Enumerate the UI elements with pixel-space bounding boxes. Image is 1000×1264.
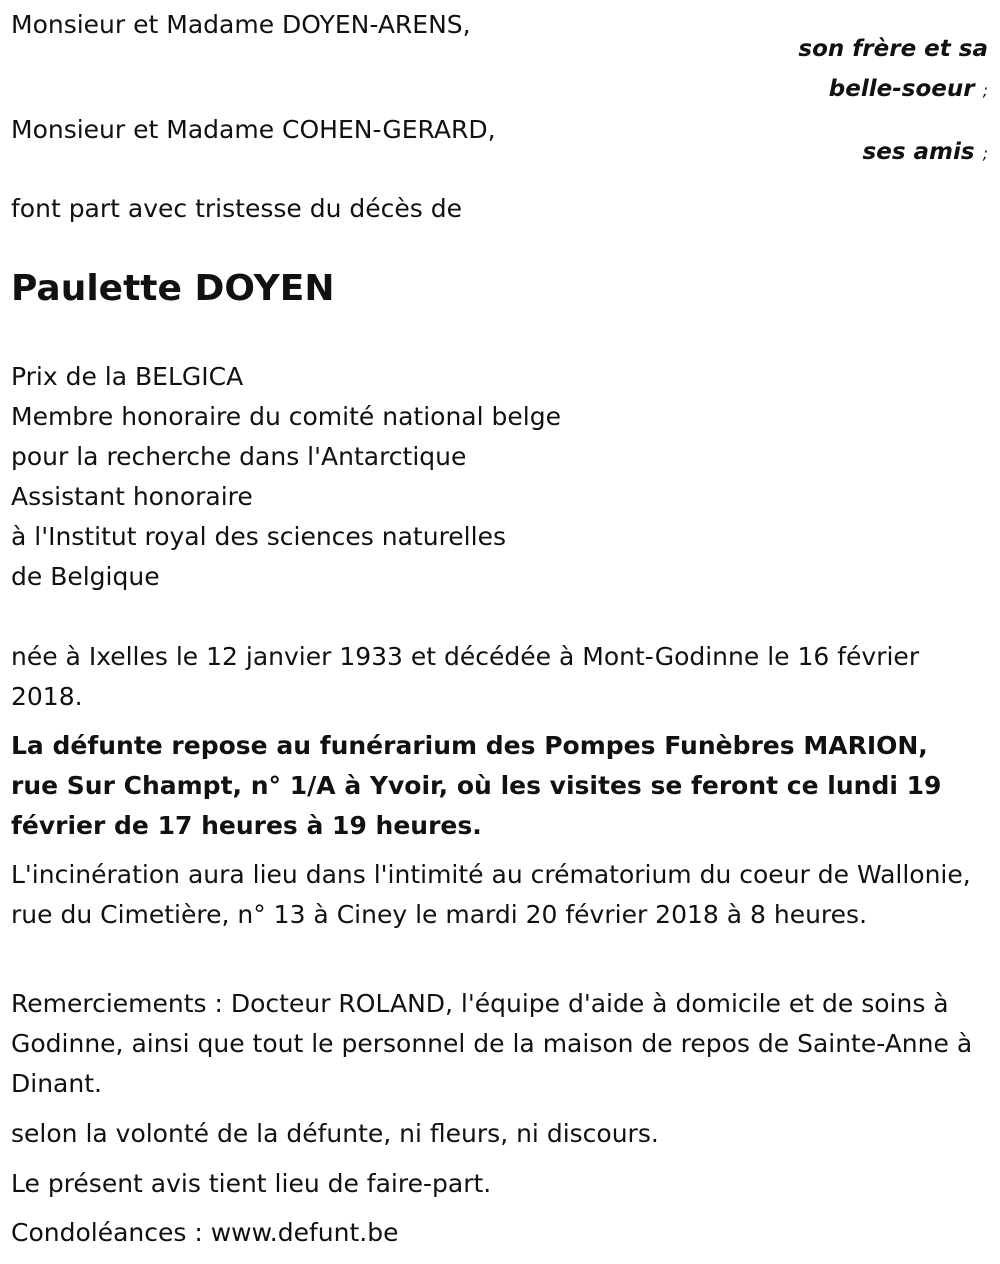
thanks-paragraph: Remerciements : Docteur ROLAND, l'équipe d'aide à domicile et de soins à Godinne, ainsi que tout le personnel de la maison de repos de Sainte-Anne à Dinant.: [11, 989, 973, 1098]
sender-1-relation-text: belle-soeur: [828, 76, 975, 102]
condolences-text: Condoléances : www.defunt.be: [11, 1218, 399, 1247]
cremation-paragraph: L'incinération aura lieu dans l'intimité au crématorium du coeur de Wallonie, rue du Cimetière, n° 13 à Ciney le mardi 20 février 2018 à 8 heures.: [11, 860, 971, 929]
notice-text: Le présent avis tient lieu de faire-part.: [11, 1169, 492, 1198]
sender-2-name: Monsieur et Madame COHEN-GERARD,: [11, 115, 496, 144]
title-line: Prix de la BELGICA: [11, 362, 244, 391]
sender-1-relation-line1: son frère et sa: [798, 36, 988, 62]
title-line: Membre honoraire du comité national belge: [11, 402, 561, 431]
sender-1-name: Monsieur et Madame DOYEN-ARENS,: [11, 10, 471, 39]
sender-2-relation-text: ses amis: [862, 139, 975, 165]
sender-1-separator: ;: [982, 81, 988, 100]
sender-2-separator: ;: [982, 144, 988, 163]
wishes-text: selon la volonté de la défunte, ni fleurs, ni discours.: [11, 1119, 659, 1148]
sender-2-relation: [863, 132, 988, 174]
title-line: Assistant honoraire: [11, 482, 253, 511]
title-line: pour la recherche dans l'Antarctique: [11, 442, 467, 471]
title-line: de Belgique: [11, 562, 160, 591]
visitation-paragraph: La défunte repose au funérarium des Pompes Funèbres MARION, rue Sur Champt, n° 1/A à Yvoir, où les visites se feront ce lundi 19 février de 17 heures à 19 heures.: [11, 731, 942, 840]
birth-death-paragraph: née à Ixelles le 12 janvier 1933 et décédée à Mont-Godinne le 16 février 2018.: [11, 642, 920, 711]
title-line: à l'Institut royal des sciences naturelles: [11, 522, 506, 551]
announcement-text: font part avec tristesse du décès de: [11, 194, 462, 223]
sender-1-relation-line2: [829, 69, 988, 111]
deceased-name: Paulette DOYEN: [11, 268, 335, 309]
